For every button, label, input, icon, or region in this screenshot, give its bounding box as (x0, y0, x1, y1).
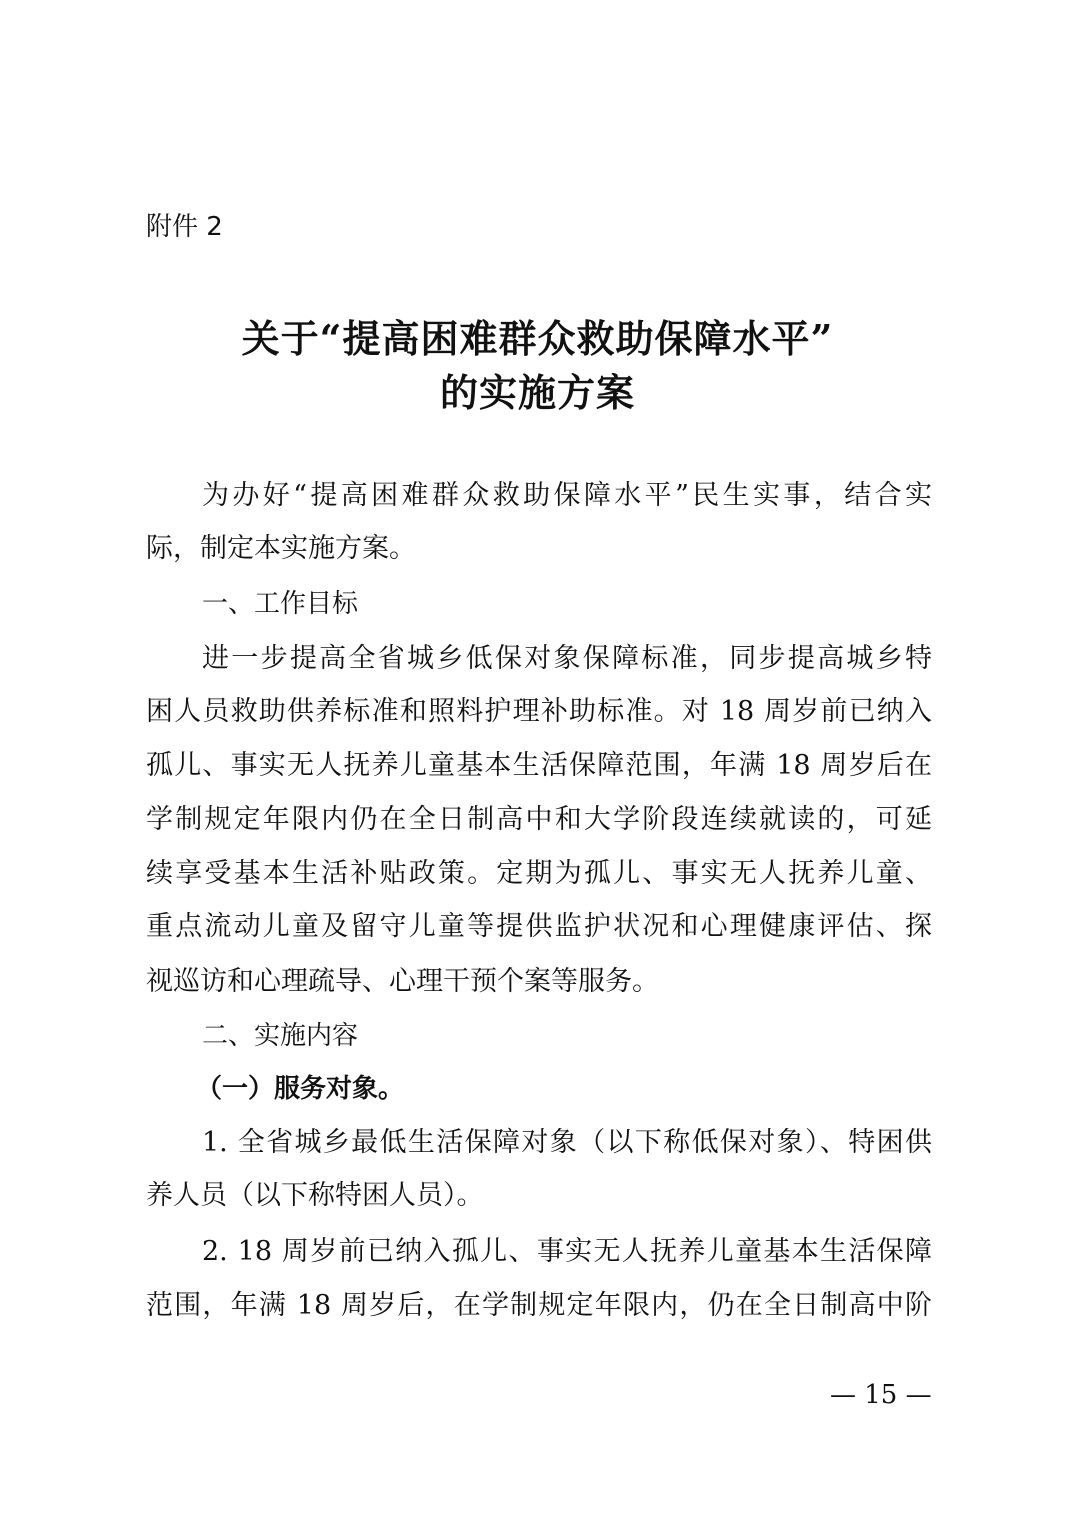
section-heading: 二、实施内容 (202, 1021, 359, 1051)
paragraph-line: 进一步提高全省城乡低保对象保障标准，同步提高城乡特 (202, 643, 932, 674)
attachment-label: 附件 2 (146, 212, 223, 242)
paragraph-line: 困人员救助供养标准和照料护理补助标准。对 18 周岁前已纳入 (146, 696, 932, 727)
paragraph-line: 养人员（以下称特困人员）。 (146, 1180, 484, 1211)
paragraph-line: 2. 18 周岁前已纳入孤儿、事实无人抚养儿童基本生活保障 (202, 1236, 932, 1267)
subsection-heading: （一）服务对象。 (196, 1074, 405, 1104)
paragraph-line: 孤儿、事实无人抚养儿童基本生活保障范围，年满 18 周岁后在 (146, 750, 932, 781)
document-title-line-1: 关于“提高困难群众救助保障水平” (241, 316, 834, 361)
paragraph-line: 视巡访和心理疏导、心理干预个案等服务。 (146, 966, 659, 997)
page-number: — 15 — (830, 1380, 932, 1410)
paragraph-line: 为办好“提高困难群众救助保障水平”民生实事，结合实 (202, 480, 932, 511)
paragraph-line: 范围，年满 18 周岁后，在学制规定年限内，仍在全日制高中阶 (146, 1290, 932, 1321)
paragraph-line: 重点流动儿童及留守儿童等提供监护状况和心理健康评估、探 (146, 911, 932, 942)
document-title-line-2: 的实施方案 (439, 370, 635, 415)
paragraph-line: 际，制定本实施方案。 (146, 533, 416, 564)
paragraph-line: 学制规定年限内仍在全日制高中和大学阶段连续就读的，可延 (146, 804, 932, 835)
paragraph-line: 续享受基本生活补贴政策。定期为孤儿、事实无人抚养儿童、 (146, 858, 932, 889)
paragraph-line: 1. 全省城乡最低生活保障对象（以下称低保对象）、特困供 (202, 1127, 932, 1158)
section-heading: 一、工作目标 (202, 589, 359, 619)
